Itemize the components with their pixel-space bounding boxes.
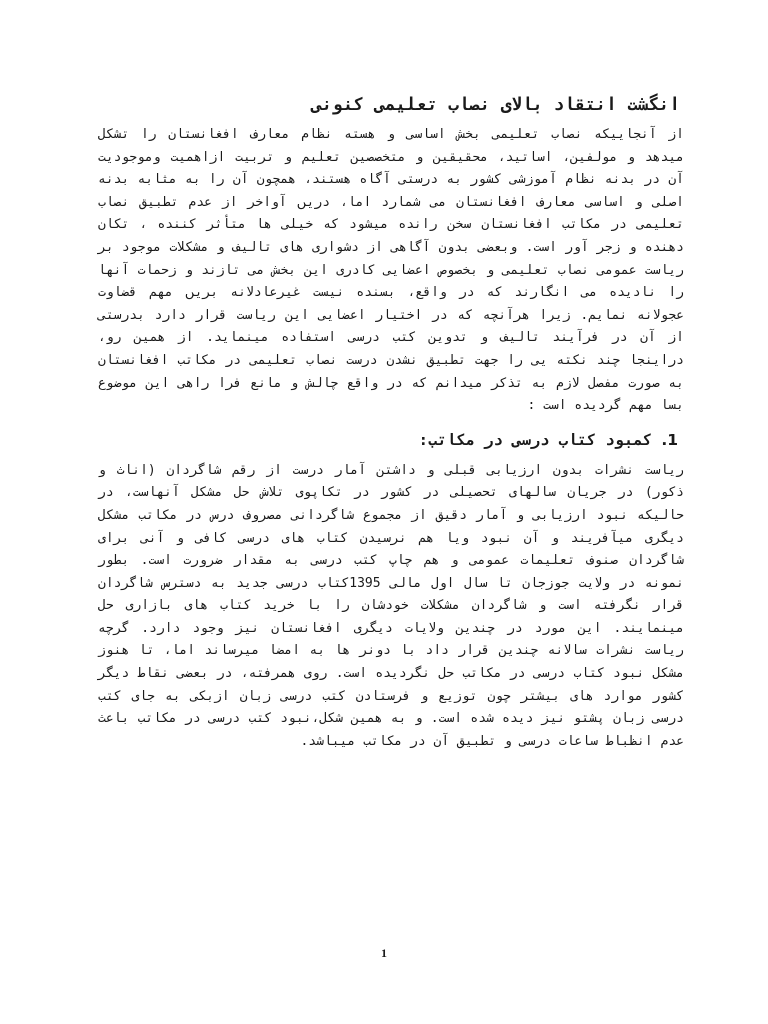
section-body-paragraph: ریاست نشرات بدون ارزیابی قبلی و داشتن آمار درست از رقم شاگردان (اناث و ذکور) در جریان سالهای تحصیلی در کشور در تکاپوی تلاش حل مشکل آنهاست، در حالیکه نبود ارزیابی و آمار دقیق از مجموع شاگردانی مصروف درس در مکاتب مشکل دیگری میآفریند و آن نبود ویا هم نرسیدن کتاب های درسی کافی و آنی برای شاگردان صنوف تعلیمات عمومی و هم چاپ کتب درسی به مقدار ضرورت است. بطور نمونه در ولایت جوزجان تا سال اول مالی 1395کتاب درسی جدید به دسترس شاگردان قرار نگرفته است و شاگردان مشکلات خودشان را با خرید کتاب های بازاری حل مینمایند. این مورد در چندین ولایات دیگری افغانستان نیز وجود دارد. گرچه ریاست نشرات سالانه چندین قرار داد با دونر ها به امضا میرساند اما، تا هنوز مشکل نبود کتاب درسی در مکاتب حل نگردیده است. روی همرفته، در بعضی نقاط دیگر کشور موارد های بیشتر چون توزیع و فرستادن کتب درسی زبان ازبکی به جای کتب درسی زبان پشتو نیز دیده شده است. و به همین شکل،نبود کتب درسی در مکاتب باعث عدم انظباط ساعات درسی و تطبیق آن در مکاتب میباشد. (98, 462, 684, 749)
section-heading (98, 428, 684, 452)
intro-paragraph: از آنجاییکه نصاب تعلیمی بخش اساسی و هسته نظام معارف افغانستان را تشکل میدهد و مولفین، اساتید، محقیقین و متخصصین تعلیم و تربیت ازاهمیت وموجودیت آن در بدنه نظام آموزشی کشور به درستی آگاه هستند، همچون آن را به مثابه بدنه اصلی و اساسی معارف افغانستان می شمارد اما، دریں آواخر از عدم تطبیق نصاب تعلیمی در مکاتب افغانستان سخن رانده میشود که خیلی ها متأثر کننده ، تکان دهنده و زجر آور است. وبعضی بدون آگاهی از دشواری های تالیف و مشکلات موجود بر ریاست عمومی نصاب تعلیمی و بخصوص اعضایی کادری این بخش می تازند و زحمات آنها را نادیده می انگارند که در واقع، بسنده نیست غیرعادلانه بریں مهم قضاوت عجولانه نمایم. زیرا هرآنچه که در اختیار اعضایی این ریاست قرار دارد بدرستی از آن در فرآیند تالیف و تدوین کتب درسی استفاده مینماید. از همین رو، دراینجا چند نکته یی را جهت تطبیق نشدن درست نصاب تعلیمی در مکاتب افغانستان به صورت مفصل لازم به تذکر میدانم که در واقع چالش و مانع فرا راهی این موضوع بسا مهم گردیده است : (98, 127, 684, 414)
page-number: 1 (381, 946, 387, 960)
document-title: انگشت انتقاد بالای نصاب تعلیمی کنونی (311, 95, 680, 115)
section-number: 1. (661, 430, 678, 449)
section-heading-text: کمبود کتاب درسی در مکاتب: (418, 430, 652, 449)
